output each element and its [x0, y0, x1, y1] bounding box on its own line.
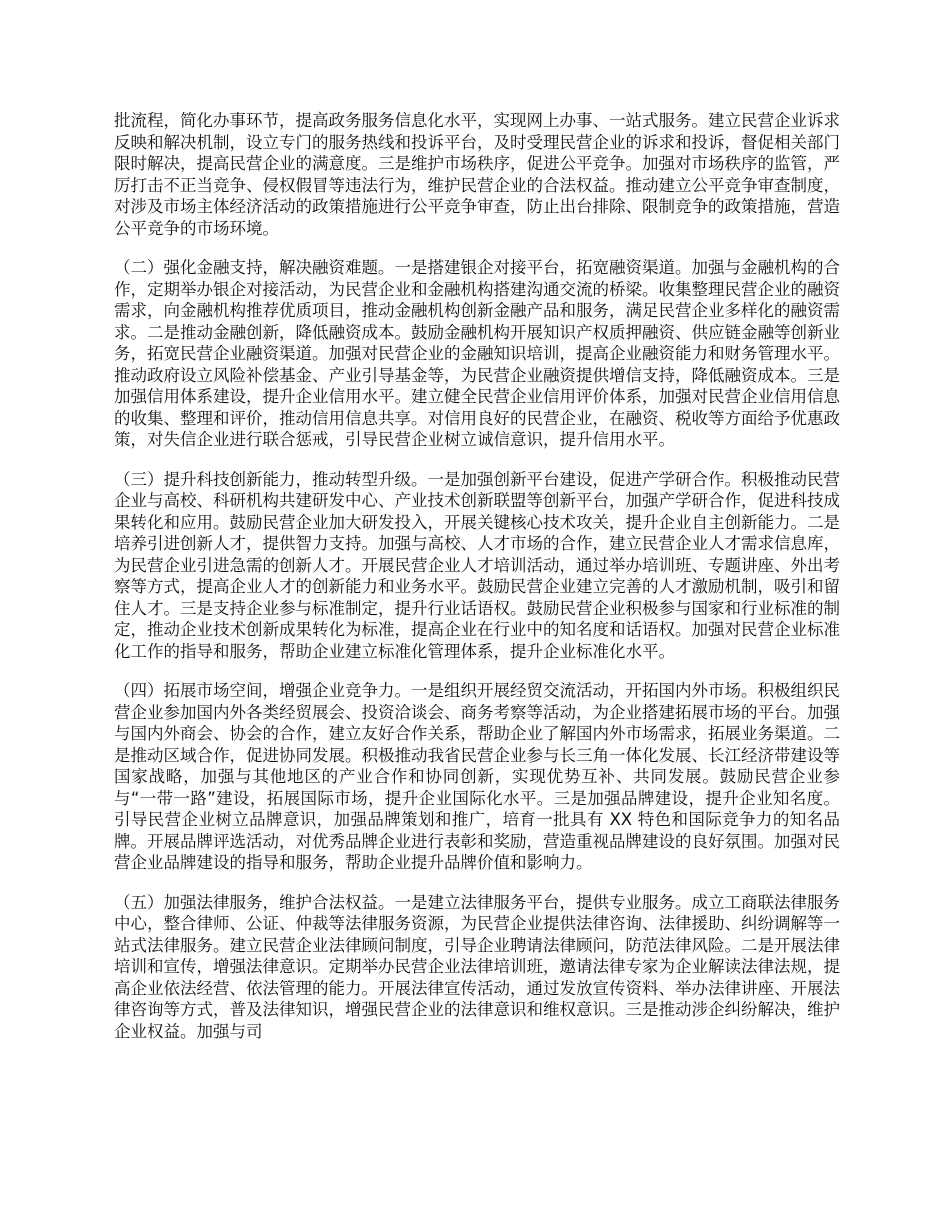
- paragraph-5: （五）加强法律服务，维护合法权益。一是建立法律服务平台，提供专业服务。成立工商联法律服务中心，整合律师、公证、仲裁等法律服务资源，为民营企业提供法律咨询、法律援助、纠纷调解等一站式法律服务。建立民营企业法律顾问制度，引导企业聘请法律顾问，防范法律风险。二是开展法律培训和宣传，增强法律意识。定期举办民营企业法律培训班，邀请法律专家为企业解读法律法规，提高企业依法经营、依法管理的能力。开展法律宣传活动，通过发放宣传资料、举办法律讲座、开展法律咨询等方式，普及法律知识，增强民营企业的法律意识和维权意识。三是推动涉企纠纷解决，维护企业权益。加强与司: [114, 892, 840, 1041]
- paragraph-3: （三）提升科技创新能力，推动转型升级。一是加强创新平台建设，促进产学研合作。积极推动民营企业与高校、科研机构共建研发中心、产业技术创新联盟等创新平台，加强产学研合作，促进科技成果转化和应用。鼓励民营企业加大研发投入，开展关键核心技术攻关，提升企业自主创新能力。二是培养引进创新人才，提供智力支持。加强与高校、人才市场的合作，建立民营企业人才需求信息库，为民营企业引进急需的创新人才。开展民营企业人才培训活动，通过举办培训班、专题讲座、外出考察等方式，提高企业人才的创新能力和业务水平。鼓励民营企业建立完善的人才激励机制，吸引和留住人才。三是支持企业参与标准制定，提升行业话语权。鼓励民营企业积极参与国家和行业标准的制定，推动企业技术创新成果转化为标准，提高企业在行业中的知名度和话语权。加强对民营企业标准化工作的指导和服务，帮助企业建立标准化管理体系，提升企业标准化水平。: [114, 469, 840, 661]
- paragraph-4: （四）拓展市场空间，增强企业竞争力。一是组织开展经贸交流活动，开拓国内外市场。积极组织民营企业参加国内外各类经贸展会、投资洽谈会、商务考察等活动，为企业搭建拓展市场的平台。加强与国内外商会、协会的合作，建立友好合作关系，帮助企业了解国内外市场需求，拓展业务渠道。二是推动区域合作，促进协同发展。积极推动我省民营企业参与长三角一体化发展、长江经济带建设等国家战略，加强与其他地区的产业合作和协同创新，实现优势互补、共同发展。鼓励民营企业参与“一带一路”建设，拓展国际市场，提升企业国际化水平。三是加强品牌建设，提升企业知名度。引导民营企业树立品牌意识，加强品牌策划和推广，培育一批具有 XX 特色和国际竞争力的知名品牌。开展品牌评选活动，对优秀品牌企业进行表彰和奖励，营造重视品牌建设的良好氛围。加强对民营企业品牌建设的指导和服务，帮助企业提升品牌价值和影响力。: [114, 681, 840, 872]
- paragraph-2: （二）强化金融支持，解决融资难题。一是搭建银企对接平台，拓宽融资渠道。加强与金融机构的合作，定期举办银企对接活动，为民营企业和金融机构搭建沟通交流的桥梁。收集整理民营企业的融资需求，向金融机构推荐优质项目，推动金融机构创新金融产品和服务，满足民营企业多样化的融资需求。二是推动金融创新，降低融资成本。鼓励金融机构开展知识产权质押融资、供应链金融等创新业务，拓宽民营企业融资渠道。加强对民营企业的金融知识培训，提高企业融资能力和财务管理水平。推动政府设立风险补偿基金、产业引导基金等，为民营企业融资提供增信支持，降低融资成本。三是加强信用体系建设，提升企业信用水平。建立健全民营企业信用评价体系，加强对民营企业信用信息的收集、整理和评价，推动信用信息共享。对信用良好的民营企业，在融资、税收等方面给予优惠政策，对失信企业进行联合惩戒，引导民营企业树立诚信意识，提升信用水平。: [114, 258, 840, 449]
- paragraph-1: 批流程，简化办事环节，提高政务服务信息化水平，实现网上办事、一站式服务。建立民营企业诉求反映和解决机制，设立专门的服务热线和投诉平台，及时受理民营企业的诉求和投诉，督促相关部门限时解决，提高民营企业的满意度。三是维护市场秩序，促进公平竞争。加强对市场秩序的监管，严厉打击不正当竞争、侵权假冒等违法行为，维护民营企业的合法权益。推动建立公平竞争审查制度，对涉及市场主体经济活动的政策措施进行公平竞争审查，防止出台排除、限制竞争的政策措施，营造公平竞争的市场环境。: [114, 111, 840, 238]
- document-page: [114, 110, 840, 1042]
